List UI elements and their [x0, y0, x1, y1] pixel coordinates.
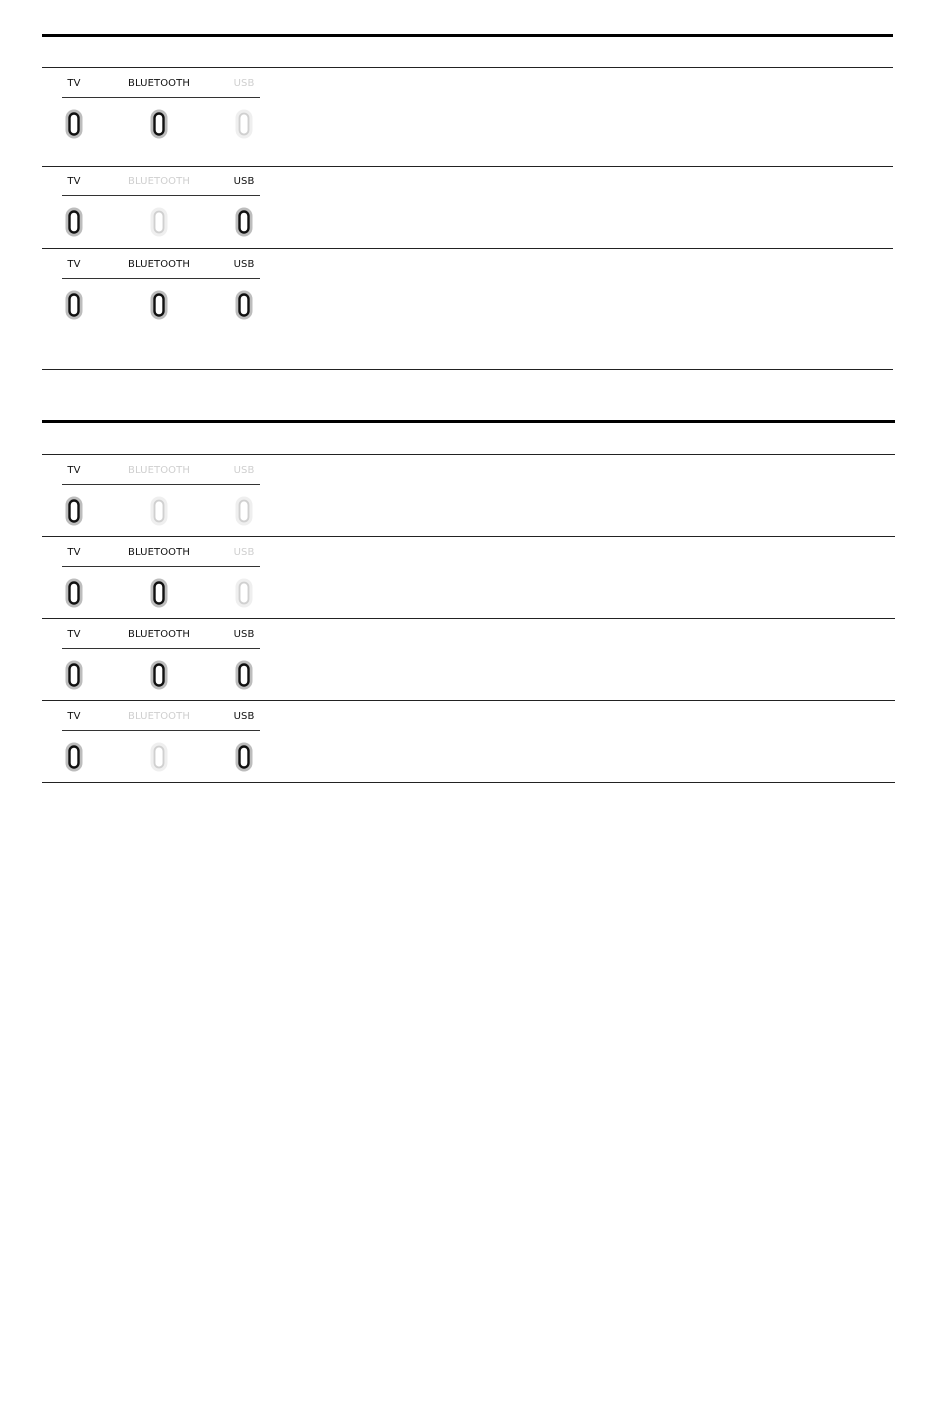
usb-led-icon — [232, 742, 256, 772]
label-bluetooth: BLUETOOTH — [128, 259, 190, 270]
tv-led-icon — [62, 109, 86, 139]
indicator-labels — [62, 465, 260, 485]
usb-led-icon — [232, 207, 256, 237]
label-usb: USB — [233, 629, 255, 640]
bluetooth-led-icon — [147, 109, 171, 139]
indicator-labels — [62, 547, 260, 567]
tv-led-icon — [62, 660, 86, 690]
row-divider — [42, 166, 893, 167]
bluetooth-led-icon — [147, 290, 171, 320]
label-bluetooth: BLUETOOTH — [128, 547, 190, 558]
label-tv: TV — [67, 711, 81, 722]
row-divider — [42, 248, 893, 249]
indicator-diagram — [62, 465, 260, 529]
section-1-header-rule — [42, 67, 893, 68]
label-tv: TV — [67, 176, 81, 187]
label-tv: TV — [67, 78, 81, 89]
label-bluetooth: BLUETOOTH — [128, 711, 190, 722]
label-bluetooth: BLUETOOTH — [128, 176, 190, 187]
usb-led-icon — [232, 109, 256, 139]
label-underline — [62, 484, 260, 485]
indicator-labels — [62, 176, 260, 196]
usb-led-icon — [232, 660, 256, 690]
section-2-bottom-rule — [42, 782, 895, 783]
tv-led-icon — [62, 578, 86, 608]
indicator-diagram — [62, 259, 260, 323]
bluetooth-led-icon — [147, 742, 171, 772]
section-2-header-rule — [42, 454, 895, 455]
indicator-diagram — [62, 547, 260, 611]
label-bluetooth: BLUETOOTH — [128, 465, 190, 476]
label-tv: TV — [67, 465, 81, 476]
usb-led-icon — [232, 496, 256, 526]
usb-led-icon — [232, 290, 256, 320]
label-underline — [62, 648, 260, 649]
row-divider — [42, 618, 895, 619]
section-1-top-rule — [42, 34, 893, 37]
tv-led-icon — [62, 742, 86, 772]
usb-led-icon — [232, 578, 256, 608]
label-tv: TV — [67, 547, 81, 558]
label-usb: USB — [233, 259, 255, 270]
bluetooth-led-icon — [147, 496, 171, 526]
label-usb: USB — [233, 78, 255, 89]
indicator-labels — [62, 629, 260, 649]
label-bluetooth: BLUETOOTH — [128, 629, 190, 640]
indicator-diagram — [62, 629, 260, 693]
indicator-labels — [62, 711, 260, 731]
row-divider — [42, 536, 895, 537]
label-bluetooth: BLUETOOTH — [128, 78, 190, 89]
label-underline — [62, 195, 260, 196]
tv-led-icon — [62, 290, 86, 320]
row-divider — [42, 700, 895, 701]
label-underline — [62, 97, 260, 98]
bluetooth-led-icon — [147, 578, 171, 608]
label-underline — [62, 730, 260, 731]
label-usb: USB — [233, 465, 255, 476]
section-1-bottom-rule — [42, 369, 893, 370]
label-underline — [62, 278, 260, 279]
label-tv: TV — [67, 629, 81, 640]
indicator-labels — [62, 259, 260, 279]
tv-led-icon — [62, 496, 86, 526]
indicator-diagram — [62, 711, 260, 775]
indicator-diagram — [62, 176, 260, 240]
tv-led-icon — [62, 207, 86, 237]
indicator-labels — [62, 78, 260, 98]
indicator-diagram — [62, 78, 260, 142]
label-usb: USB — [233, 176, 255, 187]
label-usb: USB — [233, 547, 255, 558]
label-usb: USB — [233, 711, 255, 722]
section-2-top-rule — [42, 420, 895, 423]
bluetooth-led-icon — [147, 207, 171, 237]
bluetooth-led-icon — [147, 660, 171, 690]
label-underline — [62, 566, 260, 567]
label-tv: TV — [67, 259, 81, 270]
